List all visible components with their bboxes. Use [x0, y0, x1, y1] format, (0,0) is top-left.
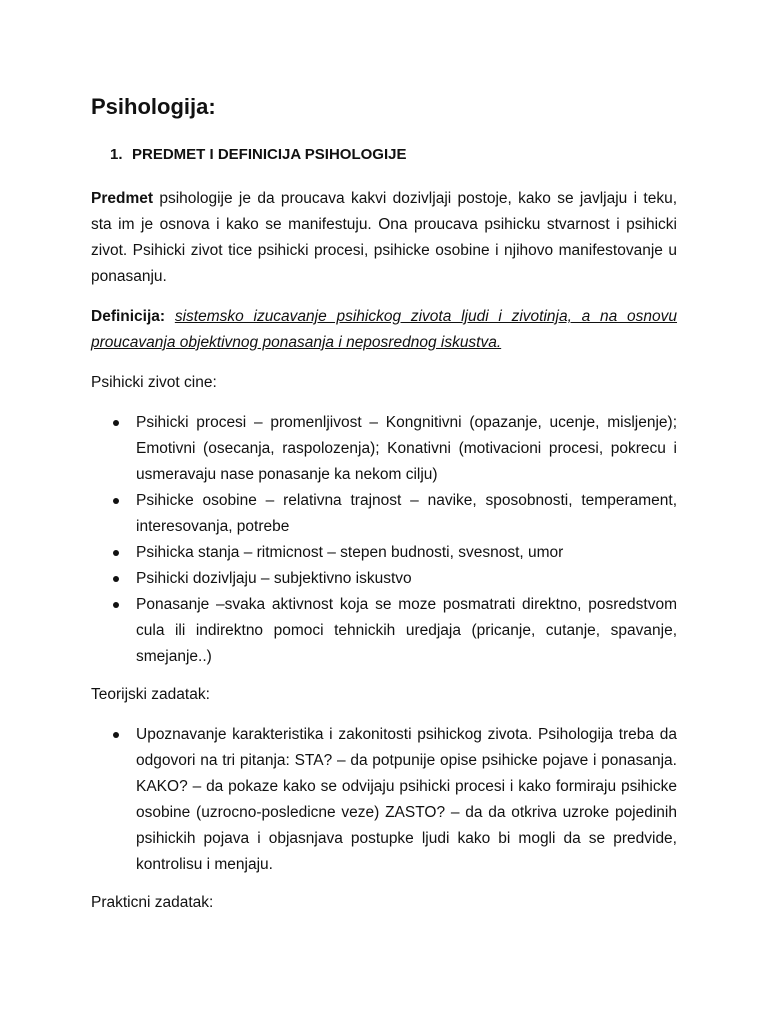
- teorijski-list: [91, 722, 677, 878]
- list-item: [91, 410, 677, 488]
- definicija-paragraph: [91, 304, 677, 356]
- bullet-icon: [113, 602, 119, 608]
- section-heading-text: PREDMET I DEFINICIJA PSIHOLOGIJE: [132, 146, 407, 163]
- predmet-text: psihologije je da proucava kakvi dozivljaji postoje, kako se javljaju i teku, sta im je osnova i kako se manifestuju. Ona proucava psihicku stvarnost i psihicki zivot. Psihicki zivot tice psihicki procesi, psihicke osobine i njihovo manifestovanje u ponasanju.: [91, 190, 677, 285]
- bullet-icon: [113, 732, 119, 738]
- bullet-icon: [113, 576, 119, 582]
- document-content: [91, 92, 677, 930]
- page-title: Psihologija:: [91, 94, 216, 119]
- list-item-text: Psihicka stanja – ritmicnost – stepen budnosti, svesnost, umor: [136, 544, 564, 561]
- list-item-text: Psihicki dozivljaju – subjektivno iskustvo: [136, 570, 412, 587]
- list-item: [91, 566, 677, 592]
- list-item-text: Psihicki procesi – promenljivost – Kongnitivni (opazanje, ucenje, misljenje); Emotivni (osecanja, raspolozenja); Konativni (motivacioni procesi, pokrecu i usmeravaju nase ponasanje ka nekom cilju): [136, 414, 677, 483]
- definicija-label: Definicija:: [91, 308, 166, 325]
- bullet-icon: [113, 420, 119, 426]
- predmet-label: Predmet: [91, 190, 154, 207]
- prakticni-label: Prakticni zadatak:: [91, 894, 214, 911]
- section-number: 1.: [110, 146, 123, 163]
- section-heading: [91, 144, 677, 166]
- predmet-paragraph: [91, 186, 677, 290]
- bullet-icon: [113, 550, 119, 556]
- bullet-icon: [113, 498, 119, 504]
- list-item: [91, 592, 677, 670]
- list-item: [91, 540, 677, 566]
- list-item: [91, 488, 677, 540]
- definicija-text: sistemsko izucavanje psihickog zivota ljudi i zivotinja, a na osnovu proucavanja objektivnog ponasanja i neposrednog iskustva.: [91, 308, 678, 351]
- list-item-text: Upoznavanje karakteristika i zakonitosti psihickog zivota. Psihologija treba da odgovori na tri pitanja: STA? – da potpunije opise psihicke pojave i ponasanja. KAKO? – da pokaze kako se odvijaju psihicki procesi i kako formiraju psihicke osobine (uzrocno-posledicne veze) ZASTO? – da da otkriva uzroke pojedinih psihickih pojava i objasnjava postupke ljudi kako bi mogli da se predvide, kontrolisu i menjaju.: [136, 726, 677, 873]
- psihicki-zivot-label: Psihicki zivot cine:: [91, 374, 217, 391]
- teorijski-label: Teorijski zadatak:: [91, 686, 210, 703]
- list-item-text: Psihicke osobine – relativna trajnost – navike, sposobnosti, temperament, interesovanja, potrebe: [136, 492, 677, 535]
- list-item-text: Ponasanje –svaka aktivnost koja se moze posmatrati direktno, posredstvom cula ili indirektno pomoci tehnickih uredjaja (pricanje, cutanje, spavanje, smejanje..): [136, 596, 677, 665]
- psihicki-zivot-list: [91, 410, 677, 670]
- list-item: [91, 722, 677, 878]
